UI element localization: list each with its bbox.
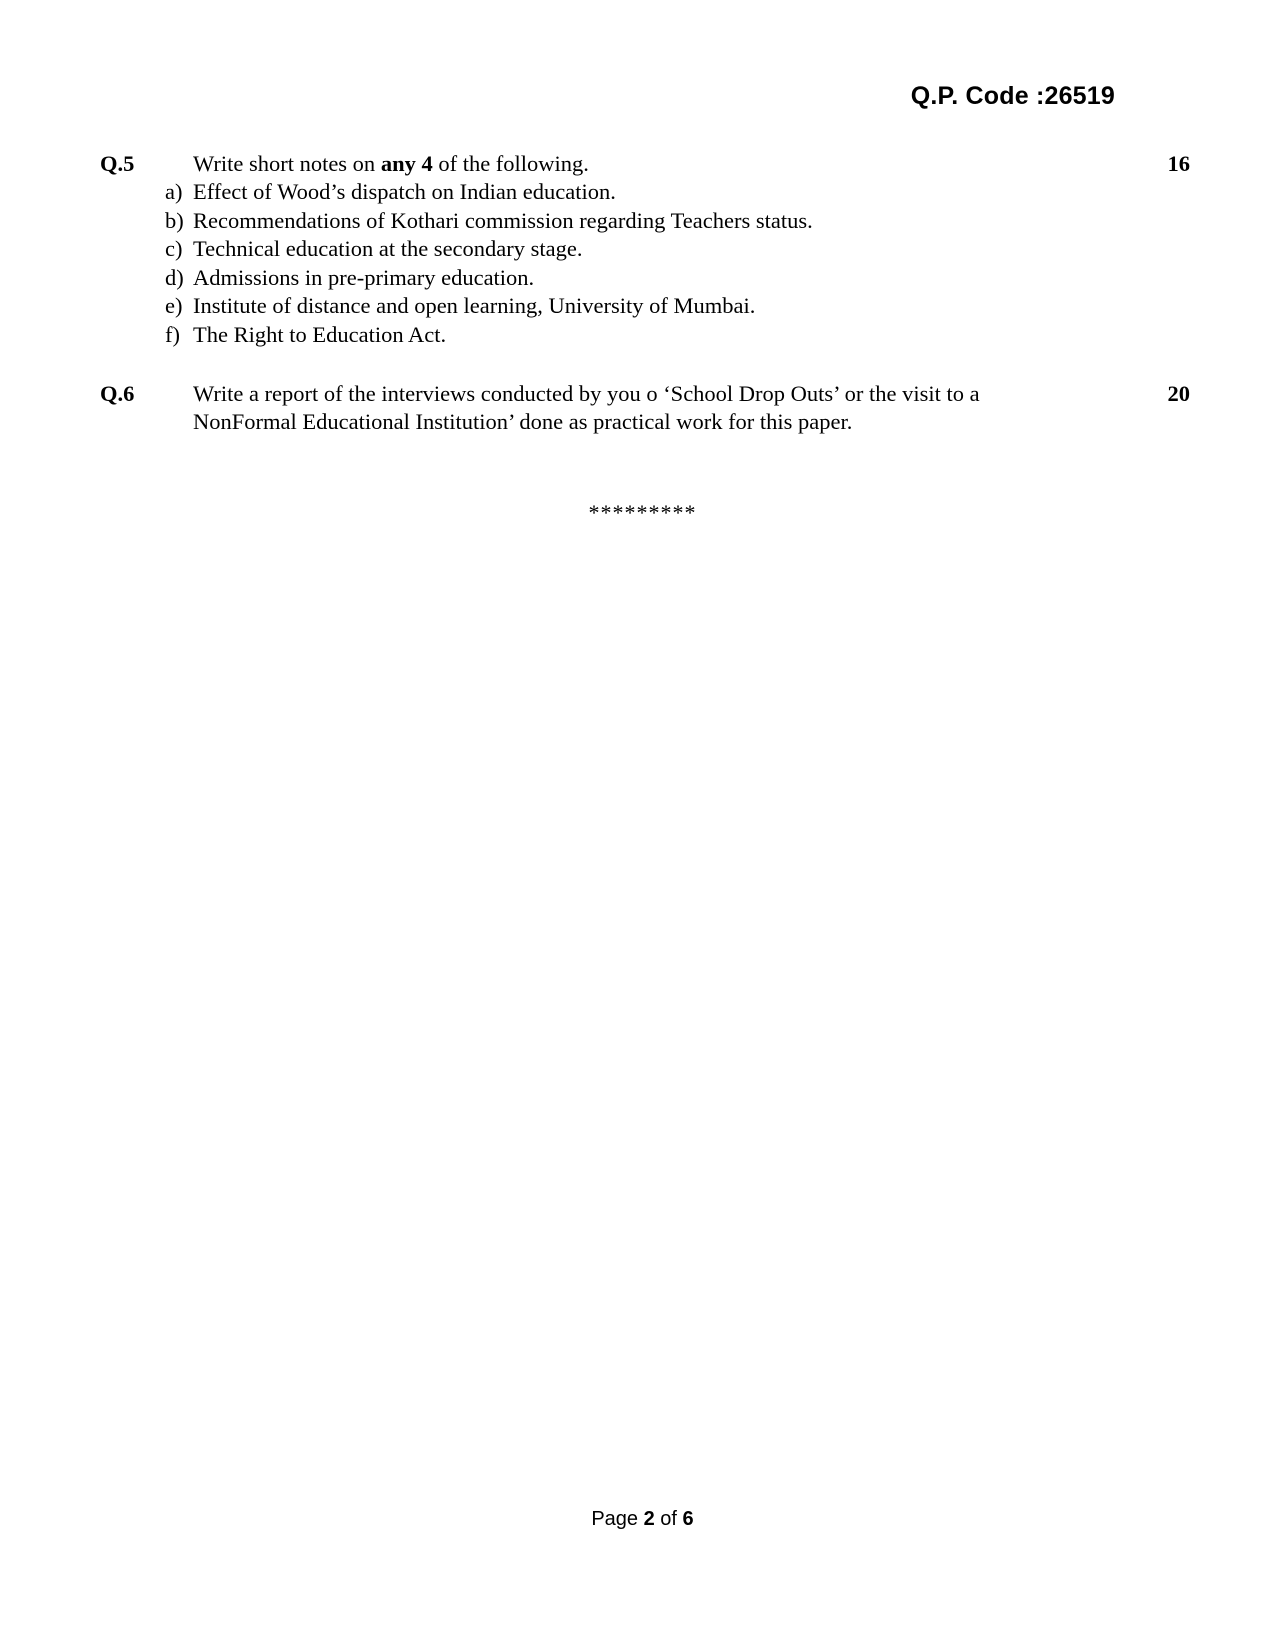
question-5 xyxy=(100,150,1190,349)
sub-question-letter: b) xyxy=(165,207,184,233)
sub-question-letter: c) xyxy=(165,236,183,261)
question-prompt: Write a report of the interviews conducted by you o ‘School Drop Outs’ or the visit to a NonFormal Educational Institution’ done as practical work for this paper. xyxy=(193,381,980,434)
sub-question-letter: d) xyxy=(165,264,184,290)
sub-question-item xyxy=(100,321,1190,350)
prompt-text-before: Write short notes on xyxy=(193,151,381,176)
sub-question-letter: e) xyxy=(165,293,183,318)
page-current: 2 xyxy=(643,1508,655,1530)
sub-question-item xyxy=(100,178,1190,207)
question-number: Q.6 xyxy=(100,381,135,406)
sub-question-text: Technical education at the secondary stage. xyxy=(193,236,583,261)
prompt-text-after: of the following. xyxy=(432,151,589,176)
sub-question-text: The Right to Education Act. xyxy=(193,321,447,347)
sub-question-item xyxy=(100,207,1190,236)
sub-question-text: Institute of distance and open learning, University of Mumbai. xyxy=(193,293,756,318)
sub-question-letter: f) xyxy=(165,321,180,347)
page-label: Page xyxy=(591,1508,639,1530)
prompt-emphasis: any 4 xyxy=(380,151,433,176)
sub-question-item xyxy=(100,235,1190,264)
qp-code: Q.P. Code :26519 xyxy=(910,82,1115,110)
section-separator: ********* xyxy=(588,500,697,525)
question-marks: 20 xyxy=(1167,381,1190,406)
sub-question-text: Effect of Wood’s dispatch on Indian education. xyxy=(193,179,616,204)
question-6 xyxy=(100,380,1190,436)
sub-question-letter: a) xyxy=(165,179,183,204)
sub-question-text: Recommendations of Kothari commission regarding Teachers status. xyxy=(193,207,813,233)
page-total: 6 xyxy=(682,1508,694,1530)
question-prompt xyxy=(193,150,1083,178)
sub-question-text: Admissions in pre-primary education. xyxy=(193,264,535,290)
page-of-label: of xyxy=(660,1508,677,1530)
page-footer xyxy=(0,1508,1275,1531)
sub-question-item xyxy=(100,264,1190,293)
sub-question-item xyxy=(100,292,1190,321)
question-number: Q.5 xyxy=(100,151,135,176)
question-marks: 16 xyxy=(1167,151,1190,176)
sub-question-list xyxy=(100,178,1190,349)
